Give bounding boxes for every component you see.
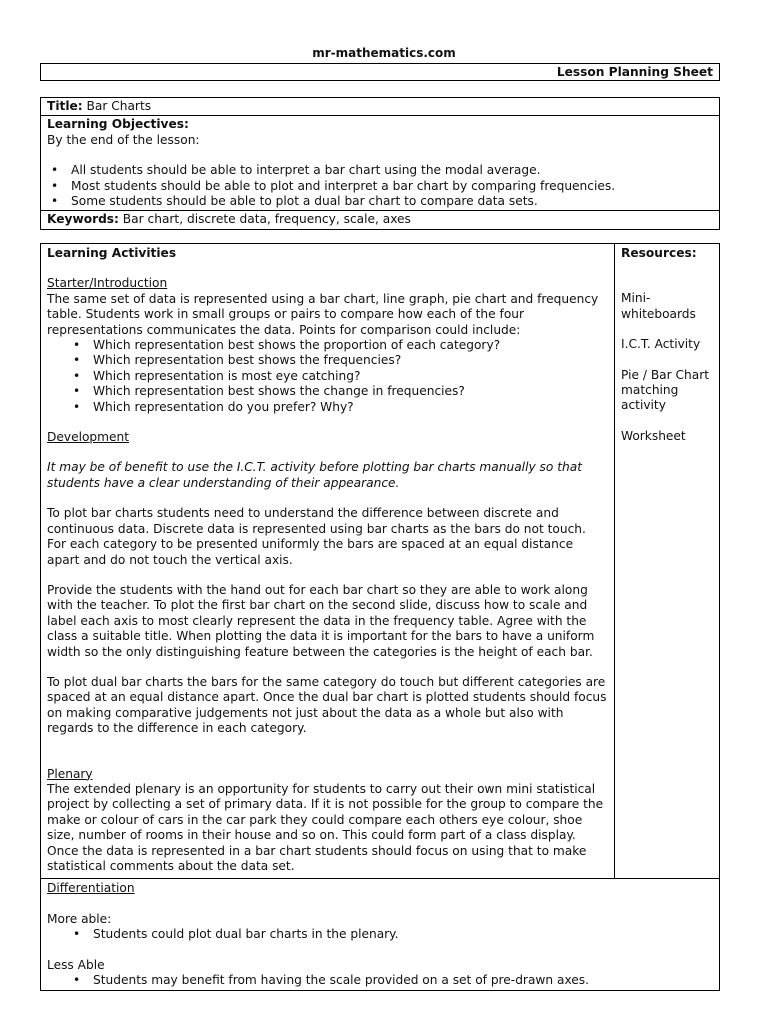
development-heading: Development bbox=[47, 430, 130, 445]
activities-table bbox=[40, 243, 720, 991]
resources-column bbox=[615, 244, 719, 878]
less-able-list bbox=[47, 973, 713, 988]
development-paragraph-3: To plot dual bar charts the bars for the same category do touch but different categories are spaced at an equal distance apart. Once the dual bar chart is plotted students should focus on making comparative judgements not just about the data as a whole but also with regards to the difference in each category. bbox=[47, 674, 607, 736]
less-able-item: • Students may benefit from having the scale provided on a set of pre-drawn axes. bbox=[47, 973, 713, 988]
sheet-title: Lesson Planning Sheet bbox=[556, 65, 713, 79]
starter-item: • Which representation do you prefer? Why? bbox=[47, 400, 608, 415]
objectives-row bbox=[41, 116, 719, 211]
activities-heading: Learning Activities bbox=[47, 246, 177, 260]
objective-item: • All students should be able to interpret a bar chart using the modal average. bbox=[47, 163, 713, 178]
development-paragraph-1: To plot bar charts students need to understand the difference between discrete and continuous data. Discrete data is represented using bar charts as the bars do not touch. For each category to be presented uniformly the bars are spaced at an equal distance apart and do not touch the vertical axis. bbox=[47, 506, 586, 567]
resource-item: Pie / Bar Chart matching activity bbox=[621, 367, 710, 413]
resource-item: Mini-whiteboards bbox=[621, 291, 696, 321]
resource-item: Worksheet bbox=[621, 428, 686, 443]
less-able-label: Less Able bbox=[47, 957, 105, 972]
plenary-heading: Plenary bbox=[47, 766, 93, 781]
development-note: It may be of benefit to use the I.C.T. activity before plotting bar charts manually so that students have a clear understanding of their appearance. bbox=[47, 460, 582, 490]
starter-item: • Which representation is most eye catching? bbox=[47, 369, 608, 384]
objectives-intro: By the end of the lesson: bbox=[47, 132, 200, 147]
differentiation-heading: Differentiation bbox=[47, 881, 135, 896]
more-able-label: More able: bbox=[47, 911, 112, 926]
sheet-header bbox=[40, 63, 720, 81]
more-able-list bbox=[47, 927, 713, 942]
starter-heading: Starter/Introduction bbox=[47, 276, 168, 291]
starter-item: • Which representation best shows the frequencies? bbox=[47, 353, 608, 368]
learning-activities bbox=[41, 244, 615, 878]
lesson-info-table bbox=[40, 97, 720, 230]
starter-list bbox=[47, 338, 608, 415]
keywords-label: Keywords: bbox=[47, 212, 119, 227]
objectives-list bbox=[47, 163, 713, 209]
resource-item: I.C.T. Activity bbox=[621, 337, 701, 352]
resources-heading: Resources: bbox=[621, 246, 697, 260]
keywords-row bbox=[41, 211, 719, 228]
starter-item: • Which representation best shows the proportion of each category? bbox=[47, 338, 608, 353]
title-label: Title: bbox=[47, 99, 83, 113]
starter-item: • Which representation best shows the change in frequencies? bbox=[47, 384, 608, 399]
keywords-value: Bar chart, discrete data, frequency, scale, axes bbox=[118, 212, 411, 227]
title-value: Bar Charts bbox=[82, 99, 152, 113]
title-row bbox=[41, 98, 719, 116]
site-name: mr-mathematics.com bbox=[312, 46, 456, 60]
differentiation-section bbox=[41, 878, 719, 990]
more-able-item: • Students could plot dual bar charts in the plenary. bbox=[47, 927, 713, 942]
objective-item: • Most students should be able to plot and interpret a bar chart by comparing frequencies. bbox=[47, 179, 713, 194]
development-paragraph-2: Provide the students with the hand out for each bar chart so they are able to work along with the teacher. To plot the first bar chart on the second slide, discuss how to scale and label each axis to most clearly represent the data in the frequency table. Agree with the class a suitable title. When plotting the data it is important for the bars to have a uniform width so the only distinguishing feature between the categories is the height of each bar. bbox=[47, 582, 595, 659]
starter-text: The same set of data is represented using a bar chart, line graph, pie chart and frequency table. Students work in small groups or pairs to compare how each of the four representations communicates the data. Points for comparison could include: bbox=[47, 291, 599, 337]
objective-item: • Some students should be able to plot a dual bar chart to compare data sets. bbox=[47, 194, 713, 209]
plenary-text: The extended plenary is an opportunity for students to carry out their own mini statistical project by collecting a set of primary data. If it is not possible for the group to compare the make or colour of cars in the car park they could compare each others eye colour, shoe size, number of rooms in their house and so on. This could form part of a class display. Once the data is represented in a bar chart students should focus on using that to make statistical comments about the data set. bbox=[47, 781, 604, 873]
objectives-label: Learning Objectives: bbox=[47, 117, 189, 132]
